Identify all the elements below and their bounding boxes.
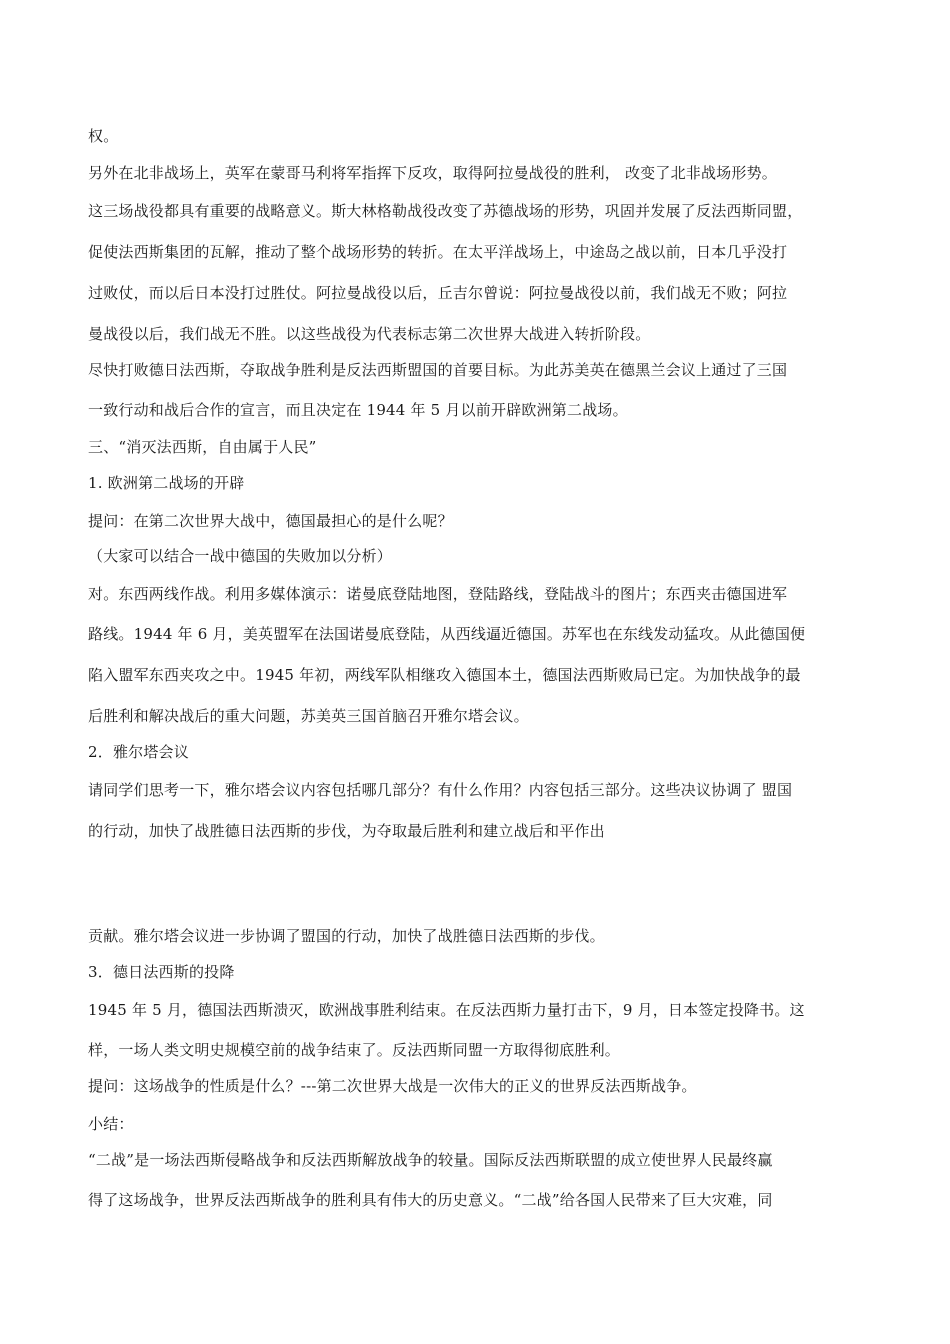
text-line: 尽快打败德日法西斯，夺取战争胜利是反法西斯盟国的首要目标。为此苏美英在德黑兰会议上通过了三国 xyxy=(88,361,788,379)
text-line: 对。东西两线作战。利用多媒体演示：诺曼底登陆地图，登陆路线，登陆战斗的图片；东西夹击德国进军 xyxy=(88,585,788,603)
text-line: 1945 年 5 月，德国法西斯溃灭，欧洲战事胜利结束。在反法西斯力量打击下，9 月，日本签定投降书。这 xyxy=(88,1001,805,1019)
subsection-heading: 3．德日法西斯的投降 xyxy=(88,963,235,981)
text-line: 权。 xyxy=(88,127,119,145)
text-line: “二战”是一场法西斯侵略战争和反法西斯解放战争的较量。国际反法西斯联盟的成立使世界人民最终赢 xyxy=(88,1151,773,1169)
section-heading: 三、“消灭法西斯，自由属于人民” xyxy=(88,438,317,456)
text-line: 样，一场人类文明史规模空前的战争结束了。反法西斯同盟一方取得彻底胜利。 xyxy=(88,1041,621,1059)
text-line: 请同学们思考一下，雅尔塔会议内容包括哪几部分？有什么作用？内容包括三部分。这些决议协调了 盟国 xyxy=(88,781,793,799)
text-line: 促使法西斯集团的瓦解，推动了整个战场形势的转折。在太平洋战场上，中途岛之战以前，日本几乎没打 xyxy=(88,243,788,261)
text-line: 陷入盟军东西夹攻之中。1945 年初，两线军队相继攻入德国本土，德国法西斯败局已定。为加快战争的最 xyxy=(88,666,801,684)
text-line: 得了这场战争，世界反法西斯战争的胜利具有伟大的历史意义。“二战”给各国人民带来了巨大灾难，同 xyxy=(88,1191,773,1209)
text-line: 的行动，加快了战胜德日法西斯的步伐，为夺取最后胜利和建立战后和平作出 xyxy=(88,822,605,840)
text-line: 一致行动和战后合作的宣言，而且决定在 1944 年 5 月以前开辟欧洲第二战场。 xyxy=(88,401,628,419)
text-line: 曼战役以后，我们战无不胜。以这些战役为代表标志第二次世界大战进入转折阶段。 xyxy=(88,325,651,343)
text-line: 提问：在第二次世界大战中，德国最担心的是什么呢？ xyxy=(88,512,453,530)
subsection-heading: 1. 欧洲第二战场的开辟 xyxy=(88,474,245,492)
text-line: 后胜利和解决战后的重大问题，苏美英三国首脑召开雅尔塔会议。 xyxy=(88,707,529,725)
text-line: 提问：这场战争的性质是什么？---第二次世界大战是一次伟大的正义的世界反法西斯战争。 xyxy=(88,1077,697,1095)
text-line: 这三场战役都具有重要的战略意义。斯大林格勒战役改变了苏德战场的形势，巩固并发展了反法西斯同盟， xyxy=(88,202,803,220)
text-line: 路线。1944 年 6 月，美英盟军在法国诺曼底登陆，从西线逼近德国。苏军也在东线发动猛攻。从此德国便 xyxy=(88,625,806,643)
text-line: 另外在北非战场上，英军在蒙哥马利将军指挥下反攻，取得阿拉曼战役的胜利， 改变了北非战场形势。 xyxy=(88,164,777,182)
summary-heading: 小结： xyxy=(88,1115,134,1133)
subsection-heading: 2．雅尔塔会议 xyxy=(88,743,189,761)
text-line: 过败仗，而以后日本没打过胜仗。阿拉曼战役以后，丘吉尔曾说：阿拉曼战役以前，我们战无不败；阿拉 xyxy=(88,284,788,302)
text-line: （大家可以结合一战中德国的失败加以分析） xyxy=(88,547,393,565)
text-line: 贡献。雅尔塔会议进一步协调了盟国的行动，加快了战胜德日法西斯的步伐。 xyxy=(88,927,605,945)
